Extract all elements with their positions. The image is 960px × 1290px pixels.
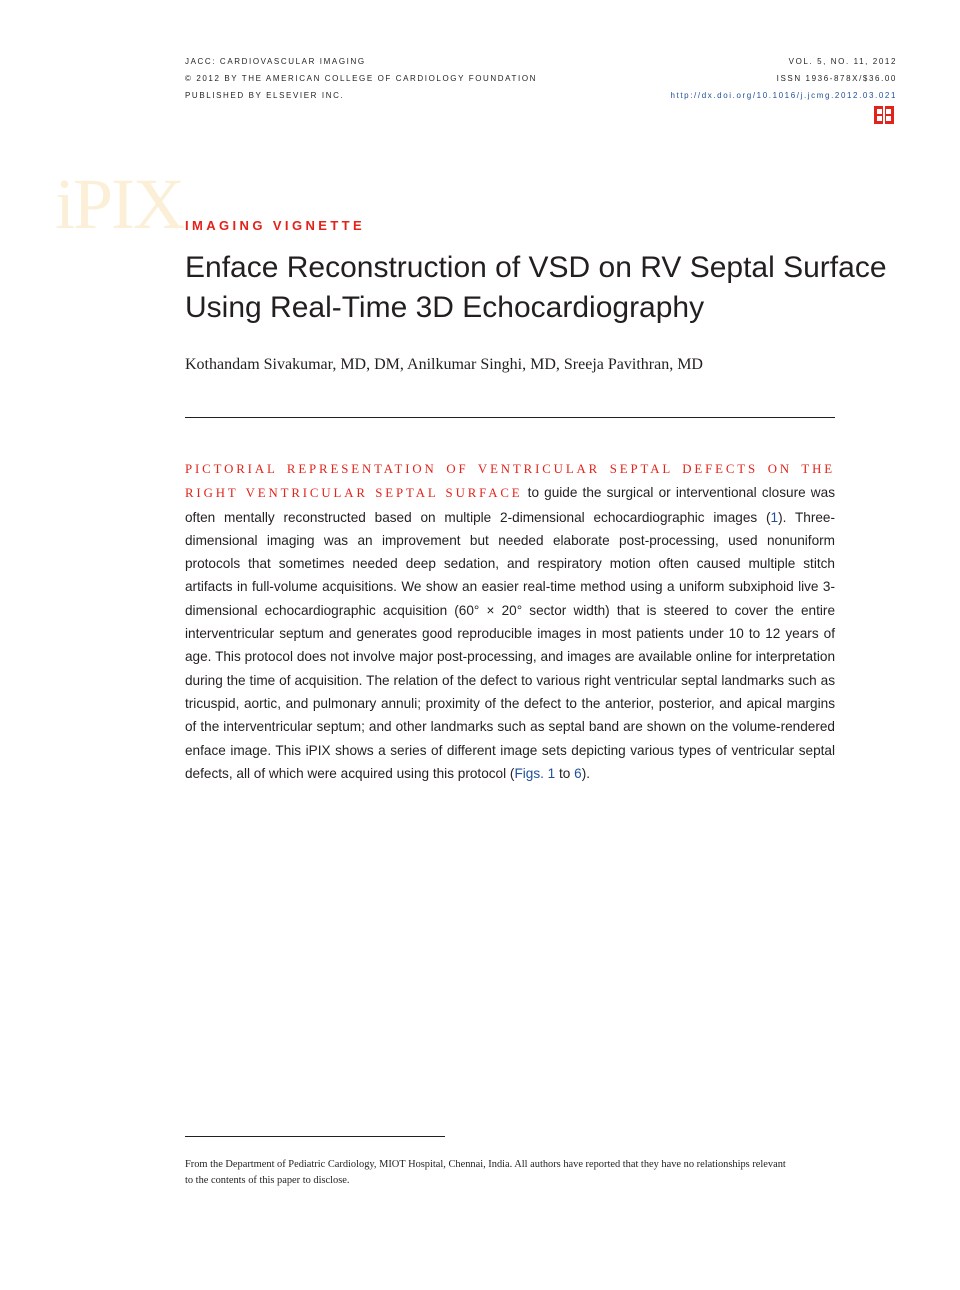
body-text-part-1: to guide the surgical or interventional closure was often mentally reconstructed based on multiple 2-dimensional echocardiographic images ( (185, 485, 835, 525)
issn-line: ISSN 1936-878X/$36.00 (776, 74, 897, 83)
ipix-watermark: iPIX (55, 164, 184, 244)
volume-issue: VOL. 5, NO. 11, 2012 (788, 57, 897, 66)
body-text-part-2: ). Three-dimensional imaging was an improvement but needed elaborate post-processing, used nonuniform protocols that sometimes needed deep sedation, and respiratory motion often caused multiple stitch artifacts in full-volume acquisitions. We show an easier real-time method using a uniform subxiphoid live 3-dimensional echocardiographic acquisition (60° × 20° sector width) that is steered to cover the entire interventricular septum and generates good reproducible images in most patients under 10 to 12 years of age. This protocol does not involve major post-processing, and images are available online for interpretation during the time of acquisition. The relation of the defect to various right ventricular septal landmarks such as tricuspid, aortic, and pulmonary annuli; proximity of the defect to the anterior, posterior, and apical margins of the interventricular septum; and other landmarks such as septal band are shown on the volume-rendered enface image. This iPIX shows a series of different image sets depicting various types of ventricular septal defects, all of which were acquired using this protocol ( (185, 509, 836, 781)
section-label: IMAGING VIGNETTE (185, 218, 366, 233)
journal-header-left (185, 57, 537, 108)
publisher-line: PUBLISHED BY ELSEVIER INC. (185, 91, 345, 100)
title-divider (185, 417, 835, 418)
figure-6-link[interactable]: 6 (574, 765, 582, 781)
article-title (185, 248, 905, 328)
copyright-line: © 2012 BY THE AMERICAN COLLEGE OF CARDIOLOGY FOUNDATION (185, 74, 538, 83)
lead-in-text: PICTORIAL REPRESENTATION OF VENTRICULAR SEPTAL DEFECTS ON THE RIGHT VENTRICULAR SEPTAL SURFACE (185, 462, 835, 501)
body-text-part-4: ). (581, 765, 590, 781)
figures-link[interactable]: Figs. 1 (514, 765, 556, 781)
journal-name: JACC: CARDIOVASCULAR IMAGING (185, 57, 366, 66)
body-text-part-3: to (555, 765, 575, 781)
affiliation-footnote: From the Department of Pediatric Cardiology, MIOT Hospital, Chennai, India. All authors have reported that they have no relationships relevant to the contents of this paper to disclose. (185, 1159, 786, 1186)
title-line-2: Using Real-Time 3D Echocardiography (185, 291, 705, 324)
footnote-divider (185, 1136, 445, 1137)
article-body (185, 457, 835, 785)
reference-link-1[interactable]: 1 (770, 509, 779, 525)
doi-link[interactable]: http://dx.doi.org/10.1016/j.jcmg.2012.03.021 (670, 91, 897, 100)
journal-header-right (670, 57, 897, 108)
author-list: Kothandam Sivakumar, MD, DM, Anilkumar Singhi, MD, Sreeja Pavithran, MD (185, 356, 703, 373)
title-line-1: Enface Reconstruction of VSD on RV Septal Surface (185, 251, 887, 284)
crossmark-icon[interactable] (873, 105, 895, 125)
